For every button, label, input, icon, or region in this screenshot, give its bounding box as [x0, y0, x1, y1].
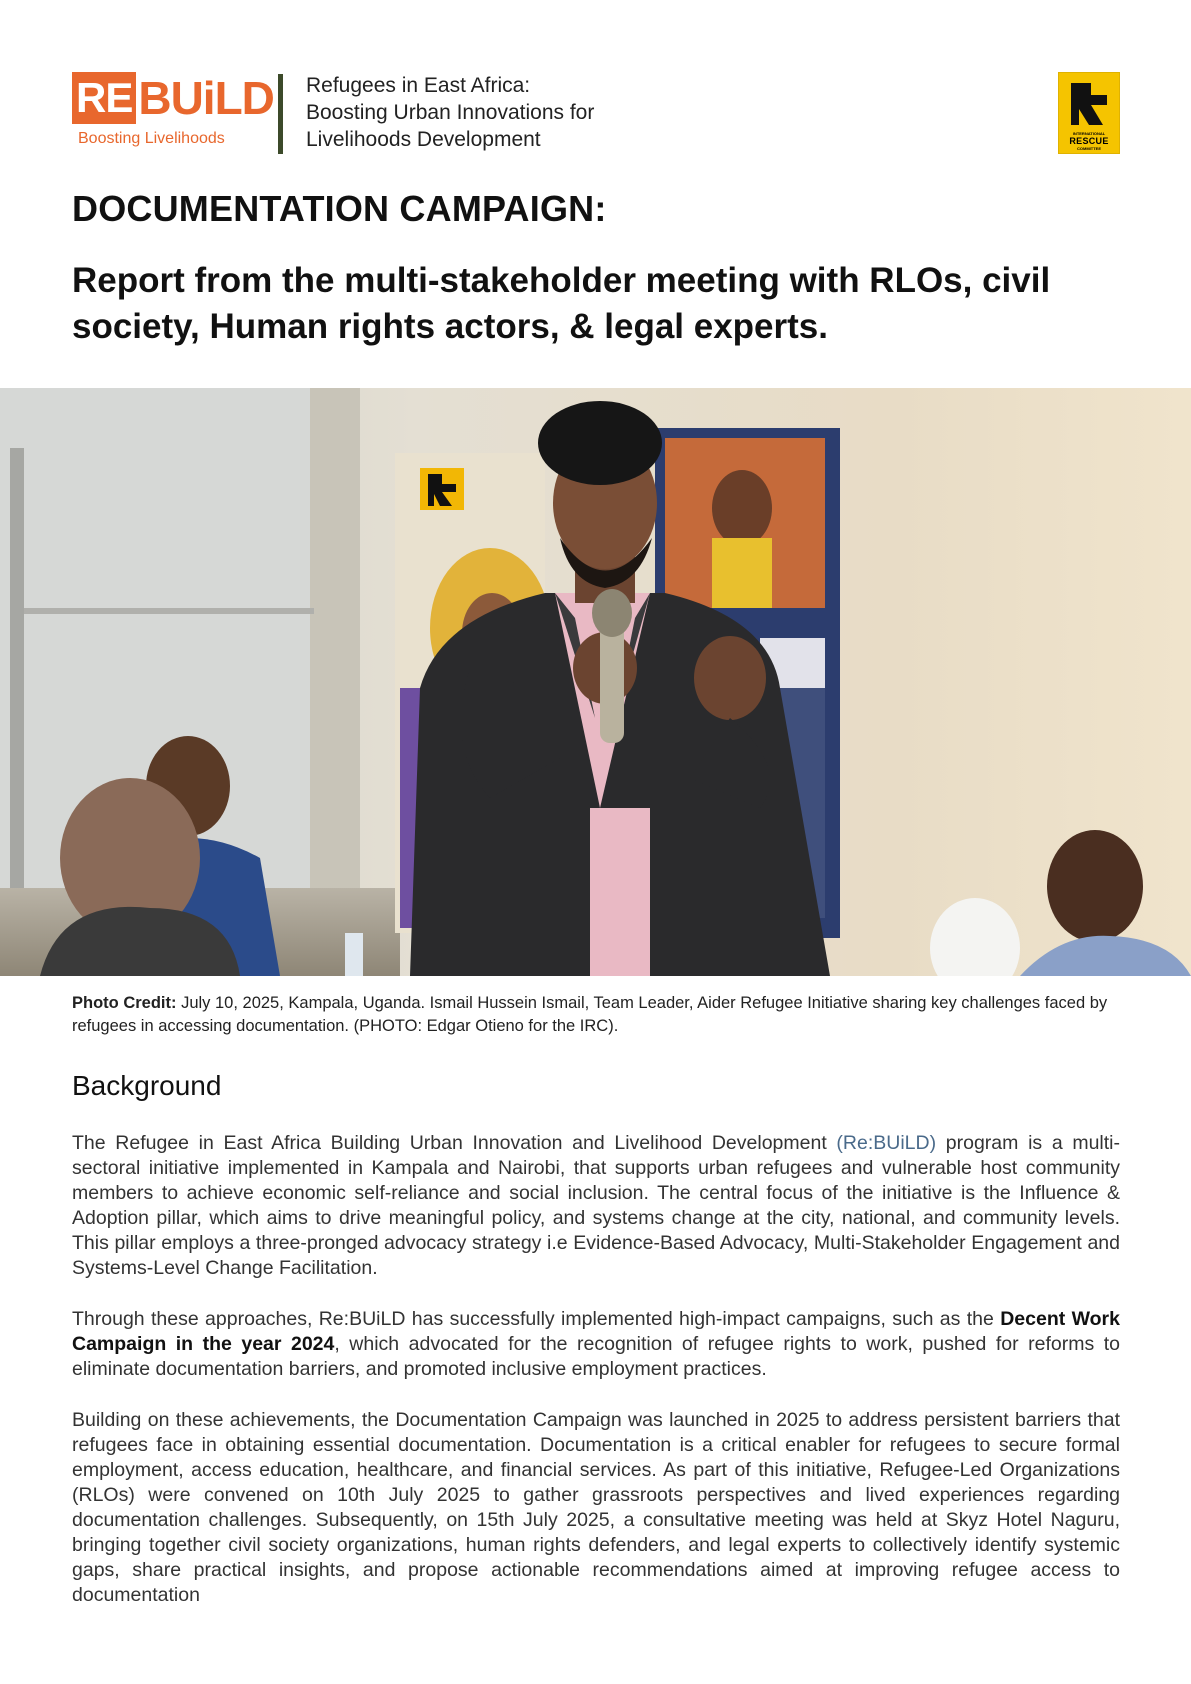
speaker-photo-illustration — [0, 388, 1191, 976]
program-line-1: Refugees in East Africa: — [306, 74, 531, 97]
photo-caption — [72, 992, 1120, 1038]
rebuild-link[interactable]: (Re:BUiLD) — [836, 1132, 937, 1154]
program-name — [306, 72, 646, 153]
page-header — [72, 68, 1120, 158]
paragraph-2 — [72, 1307, 1120, 1382]
program-line-3: Livelihoods Development — [306, 128, 541, 151]
decent-work-campaign: Decent Work Campaign in the year 2024 — [72, 1308, 1120, 1355]
irc-arrow-icon — [1067, 79, 1111, 129]
irc-logo — [1058, 72, 1120, 154]
event-photo — [0, 388, 1191, 976]
paragraph-2-text-a: Through these approaches, Re:BUiLD has successfully implemented high-impact campaigns, such as the — [72, 1308, 1001, 1330]
program-line-2: Boosting Urban Innovations for — [306, 101, 595, 124]
paragraph-1-text-a: The Refugee in East Africa Building Urban Innovation and Livelihood Development — [72, 1132, 837, 1154]
paragraph-2-text-b: , which advocated for the recognition of refugee rights to work, pushed for reforms to eliminate documentation barriers, and promoted inclusive employment practices. — [72, 1333, 1120, 1380]
caption-text: July 10, 2025, Kampala, Uganda. Ismail Hussein Ismail, Team Leader, Aider Refugee Initiative sharing key challenges faced by refugees in accessing documentation. (PHOTO: Edgar Otieno for the IRC). — [72, 994, 1108, 1035]
section-heading-background: Background — [72, 1070, 222, 1101]
paragraph-3: Building on these achievements, the Documentation Campaign was launched in 2025 to address persistent barriers that refugees face in obtaining essential documentation. Documentation is a critical enabler for refugees to secure formal employment, access education, healthcare, and financial services. As part of this initiative, Refugee-Led Organizations (RLOs) were convened on 10th July 2025 to gather grassroots perspectives and lived experiences regarding documentation challenges. Subsequently, on 15th July 2025, a consultative meeting was held at Skyz Hotel Naguru, bringing together civil society organizations, human rights defenders, and legal experts to collectively identify systemic gaps, share practical insights, and propose actionable recommendations aimed at improving refugee access to documentation — [72, 1409, 1120, 1606]
logo-build: BUiLD — [138, 72, 274, 124]
rebuild-logo — [72, 72, 274, 154]
irc-text-rescue: RESCUE — [1069, 136, 1109, 146]
logo-re: RE — [72, 72, 136, 124]
irc-text-committee: COMMITTEE — [1077, 146, 1101, 151]
report-title: Report from the multi-stakeholder meeting with RLOs, civil society, Human rights actors, & legal experts. — [72, 261, 1051, 346]
campaign-title: DOCUMENTATION CAMPAIGN: — [72, 188, 607, 229]
logo-tagline: Boosting Livelihoods — [78, 130, 225, 147]
paragraph-1 — [72, 1131, 1120, 1281]
paragraph-1-text-b: program is a multi-sectoral initiative implemented in Kampala and Nairobi, that supports urban refugees and vulnerable host community members to achieve economic self-reliance and social inclusion. The central focus of the initiative is the Influence & Adoption pillar, which aims to drive meaningful policy, and systems change at the city, national, and community levels. This pillar employs a three-pronged advocacy strategy i.e Evidence-Based Advocacy, Multi-Stakeholder Engagement and Systems-Level Change Facilitation. — [72, 1132, 1120, 1279]
caption-label: Photo Credit: — [72, 994, 177, 1012]
header-divider — [278, 74, 283, 154]
irc-text-international: INTERNATIONAL — [1072, 131, 1106, 136]
